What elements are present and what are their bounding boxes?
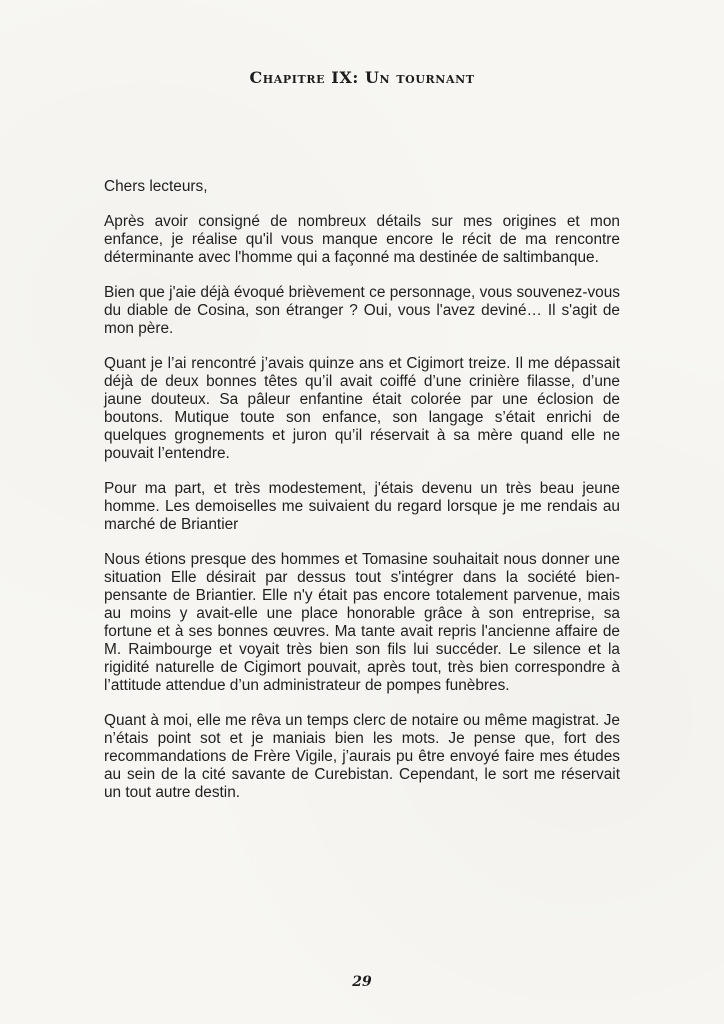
chapter-title: Chapitre IX: Un tournant xyxy=(249,68,475,87)
paragraph-cigimort: Quant je l’ai rencontré j’avais quinze ans et Cigimort treize. Il me dépassait déjà de deux bonnes têtes qu’il avait coiffé d’une crinière filasse, d’une jaune douteux. Sa pâleur enfantine était colorée par une éclosion de boutons. Mutique toute son enfance, son langage s’était enrichi de quelques grognements et juron qu’il réservait à sa mère quand elle ne pouvait l’entendre. xyxy=(104,355,620,462)
paragraph-young-man: Pour ma part, et très modestement, j'étais devenu un très beau jeune homme. Les demoiselles me suivaient du regard lorsque je me rendais au marché de Briantier xyxy=(104,480,620,533)
salutation: Chers lecteurs, xyxy=(104,178,208,195)
chapter-body xyxy=(104,178,620,819)
paragraph-destiny: Quant à moi, elle me rêva un temps clerc de notaire ou même magistrat. Je n’étais point sot et je maniais bien les mots. Je pense que, fort des recommandations de Frère Vigile, j’aurais pu être envoyé faire mes études au sein de la cité savante de Curebistan. Cependant, le sort me réservait un tout autre destin. xyxy=(104,712,620,801)
paragraph-father: Bien que j'aie déjà évoqué brièvement ce personnage, vous souvenez-vous du diable de Cosina, son étranger ? Oui, vous l'avez deviné… Il s'agit de mon père. xyxy=(104,284,620,337)
page-number: 29 xyxy=(352,974,372,990)
paragraph-origins: Après avoir consigné de nombreux détails sur mes origines et mon enfance, je réalise qu'il vous manque encore le récit de ma rencontre déterminante avec l'homme qui a façonné ma destinée de saltimbanque. xyxy=(104,213,620,266)
paragraph-tomasine: Nous étions presque des hommes et Tomasine souhaitait nous donner une situation Elle désirait par dessus tout s'intégrer dans la société bien-pensante de Briantier. Elle n'y était pas encore totalement parvenue, mais au moins y avait-elle une place honorable grâce à son entreprise, sa fortune et à ses bonnes œuvres. Ma tante avait repris l'ancienne affaire de M. Raimbourge et voyait très bien son fils lui succéder. Le silence et la rigidité naturelle de Cigimort pouvait, après tout, très bien correspondre à l’attitude attendue d’un administrateur de pompes funèbres. xyxy=(104,551,620,694)
